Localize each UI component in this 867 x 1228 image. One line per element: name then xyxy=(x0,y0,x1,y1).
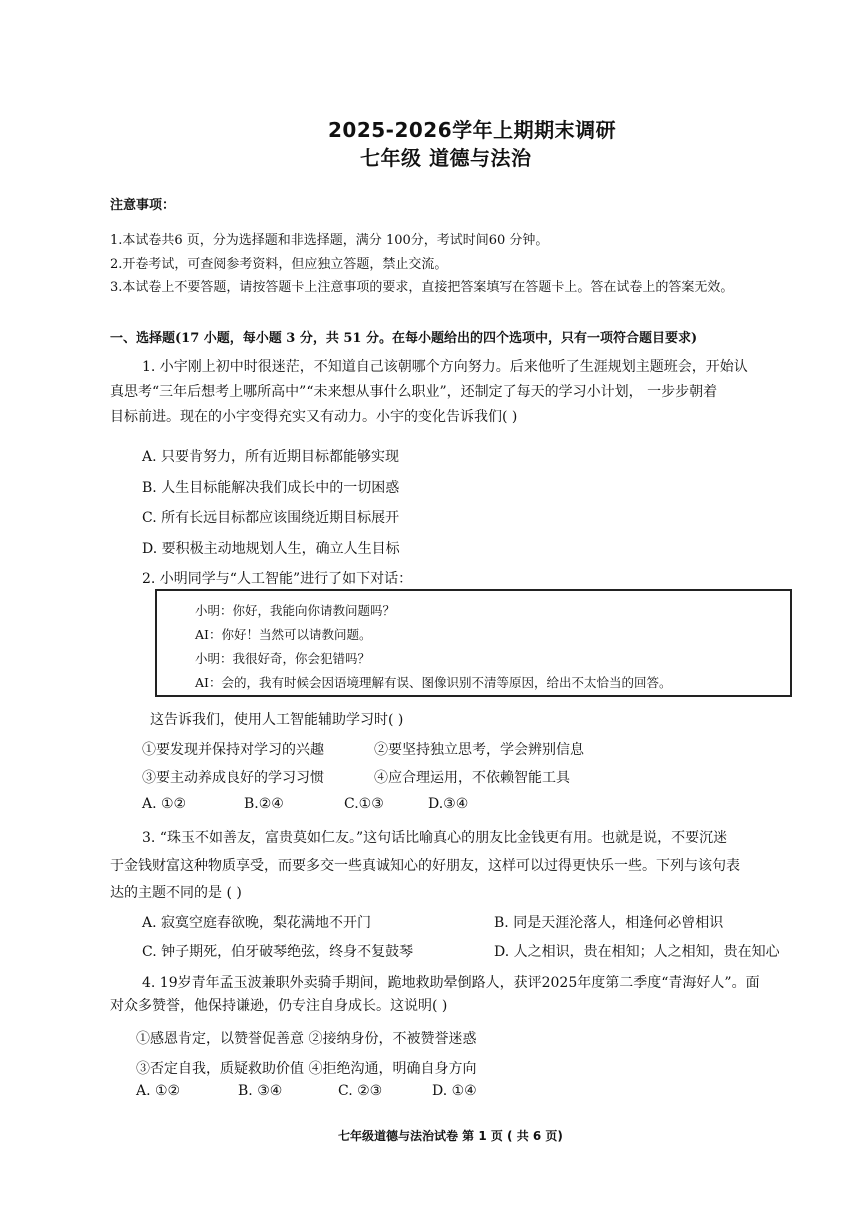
q4-statement: ③否定自我，质疑救助价值 ④拒绝沟通，明确自身方向 xyxy=(136,1061,477,1077)
q3-option: C. 钟子期死，伯牙破琴绝弦，终身不复鼓琴 xyxy=(142,944,414,960)
q3-option: A. 寂寞空庭春欲晚，梨花满地不开门 xyxy=(142,915,372,931)
q1-option: B. 人生目标能解决我们成长中的一切困惑 xyxy=(142,480,400,496)
q3-option: B. 同是天涯沦落人，相逢何必曾相识 xyxy=(494,915,724,931)
page-footer: 七年级道德与法治试卷 第 1 页 ( 共 6 页) xyxy=(338,1129,563,1143)
exam-subtitle: 七年级 道德与法治 xyxy=(360,146,532,170)
notice-item: 1.本试卷共6 页，分为选择题和非选择题，满分 100分，考试时间60 分钟。 xyxy=(110,233,549,248)
q4-option: A. ①② xyxy=(136,1083,181,1099)
q2-statement: ③要主动养成良好的学习习惯 xyxy=(142,770,324,786)
q2-statement: ①要发现并保持对学习的兴趣 xyxy=(142,742,324,758)
notice-heading: 注意事项： xyxy=(110,198,176,213)
q2-option: A. ①② xyxy=(142,796,187,812)
q1-option: D. 要积极主动地规划人生，确立人生目标 xyxy=(142,541,400,557)
dialog-line: 小明：你好，我能向你请教问题吗？ xyxy=(195,603,396,618)
q2-option: D.③④ xyxy=(428,796,469,812)
q3-stem-line: 于金钱财富这种物质享受，而要多交一些真诚知心的好朋友，这样可以过得更快乐一些。下列与该句表 xyxy=(110,858,740,874)
q1-option: C. 所有长远目标都应该围绕近期目标展开 xyxy=(142,510,400,526)
q1-option: A. 只要肯努力，所有近期目标都能够实现 xyxy=(142,449,400,465)
q3-stem-line: 达的主题不同的是 ( ) xyxy=(110,885,242,901)
q3-stem-line: 3. “珠玉不如善友，富贵莫如仁友。”这句话比喻真心的朋友比金钱更有用。也就是说，不要沉迷 xyxy=(142,830,728,846)
q2-statement: ④应合理运用，不依赖智能工具 xyxy=(374,770,570,786)
q2-statement: ②要坚持独立思考，学会辨别信息 xyxy=(374,742,584,758)
dialog-line: AI：会的，我有时候会因语境理解有误、图像识别不清等原因，给出不太恰当的回答。 xyxy=(195,675,672,690)
q4-statement: ①感恩肯定，以赞誉促善意 ②接纳身份，不被赞誉迷惑 xyxy=(136,1031,477,1047)
q4-stem-line: 对众多赞誉，他保持谦逊，仍专注自身成长。这说明( ) xyxy=(110,998,448,1014)
q4-option: D. ①④ xyxy=(432,1083,477,1099)
q4-option: B. ③④ xyxy=(238,1083,283,1099)
q4-stem-line: 4. 19岁青年孟玉波兼职外卖骑手期间，跪地救助晕倒路人，获评2025年度第二季度“青海好人”。面 xyxy=(142,975,760,991)
notice-item: 2.开卷考试，可查阅参考资料，但应独立答题，禁止交流。 xyxy=(110,257,448,272)
notice-item: 3.本试卷上不要答题，请按答题卡上注意事项的要求，直接把答案填写在答题卡上。答在试卷上的答案无效。 xyxy=(110,280,734,295)
exam-title: 2025-2026学年上期期末调研 xyxy=(328,118,617,142)
q1-stem-line: 目标前进。现在的小宇变得充实又有动力。小宇的变化告诉我们( ) xyxy=(110,409,518,425)
section-heading: 一、选择题(17 小题，每小题 3 分，共 51 分。在每小题给出的四个选项中，只有一项符合题目要求) xyxy=(110,331,698,346)
q3-option: D. 人之相识，贵在相知；人之相知，贵在知心 xyxy=(494,944,780,960)
q4-option: C. ②③ xyxy=(338,1083,383,1099)
q2-option: C.①③ xyxy=(344,796,384,812)
q1-stem-line: 真思考“三年后想考上哪所高中”“未来想从事什么职业”，还制定了每天的学习小计划， 一步步朝着 xyxy=(110,384,718,400)
q2-option: B.②④ xyxy=(244,796,284,812)
q2-question: 这告诉我们，使用人工智能辅助学习时( ) xyxy=(150,712,404,728)
dialog-box xyxy=(155,589,792,697)
q2-stem: 2. 小明同学与“人工智能”进行了如下对话： xyxy=(142,571,413,587)
q1-stem-line: 1. 小宇刚上初中时很迷茫，不知道自己该朝哪个方向努力。后来他听了生涯规划主题班会，开始认 xyxy=(142,359,748,375)
dialog-line: AI：你好！当然可以请教问题。 xyxy=(195,627,372,642)
dialog-line: 小明：我很好奇，你会犯错吗？ xyxy=(195,651,371,666)
